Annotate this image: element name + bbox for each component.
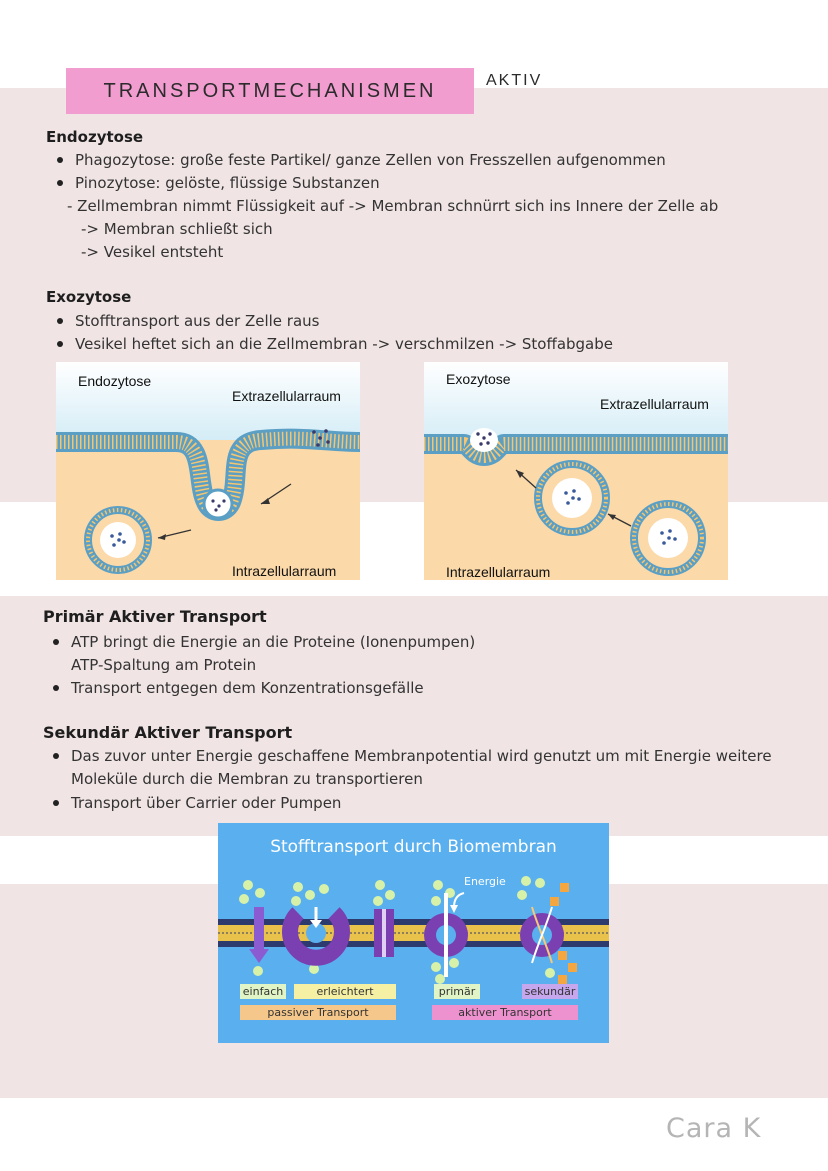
signature: Cara K — [666, 1113, 762, 1144]
page-subtitle: AKTIV — [486, 72, 543, 89]
figure-outside-label: Extrazellularraum — [600, 396, 709, 412]
exozytose-illustration — [424, 362, 728, 580]
figure-title: Endozytose — [78, 373, 152, 389]
tag-aktiver-transport: aktiver Transport — [432, 1005, 578, 1020]
biomembrane-diagram — [218, 823, 609, 1043]
tag-einfach: einfach — [240, 984, 286, 999]
endozytose-illustration — [56, 362, 360, 580]
figure-outside-label: Extrazellularraum — [232, 388, 341, 404]
list-item: ATP bringt die Energie an die Proteine (Ionenpumpen) — [71, 633, 476, 651]
section-heading-exozytose: Exozytose — [46, 288, 132, 306]
tag-primaer: primär — [434, 984, 480, 999]
exozytose-figure — [424, 362, 728, 580]
tag-erleichtert: erleichtert — [294, 984, 396, 999]
diagram-title: Stofftransport durch Biomembran — [270, 837, 557, 857]
figure-inside-label: Intrazellularraum — [232, 563, 337, 579]
detail-line: -> Membran schließt sich — [81, 220, 273, 238]
page-title: TRANSPORTMECHANISMEN — [103, 79, 437, 102]
detail-line: - Zellmembran nimmt Flüssigkeit auf -> Membran schnürrt sich ins Innere der Zelle ab — [67, 197, 719, 215]
detail-line: Moleküle durch die Membran zu transportieren — [71, 770, 423, 788]
detail-line: -> Vesikel entsteht — [81, 243, 224, 261]
detail-line: ATP-Spaltung am Protein — [71, 656, 257, 674]
endozytose-figure — [56, 362, 360, 580]
list-item: Vesikel heftet sich an die Zellmembran -> verschmilzen -> Stoffabgabe — [75, 335, 613, 353]
list-item: Transport über Carrier oder Pumpen — [71, 794, 342, 812]
list-item: Pinozytose: gelöste, flüssige Substanzen — [75, 174, 380, 192]
list-item: Das zuvor unter Energie geschaffene Membranpotential wird genutzt um mit Energie weitere — [71, 747, 772, 765]
section-heading-endozytose: Endozytose — [46, 128, 144, 146]
tag-passiver-transport: passiver Transport — [240, 1005, 396, 1020]
tag-sekundaer: sekundär — [522, 984, 578, 999]
list-item: Transport entgegen dem Konzentrationsgefälle — [71, 679, 424, 697]
list-item: Phagozytose: große feste Partikel/ ganze Zellen von Fresszellen aufgenommen — [75, 151, 666, 169]
section-heading-sekundaer: Sekundär Aktiver Transport — [43, 723, 293, 742]
page-title-box — [66, 68, 474, 114]
section-heading-primaer: Primär Aktiver Transport — [43, 607, 267, 626]
list-item: Stofftransport aus der Zelle raus — [75, 312, 320, 330]
energy-label: Energie — [464, 875, 506, 888]
figure-title: Exozytose — [446, 371, 511, 387]
figure-inside-label: Intrazellularraum — [446, 564, 551, 580]
